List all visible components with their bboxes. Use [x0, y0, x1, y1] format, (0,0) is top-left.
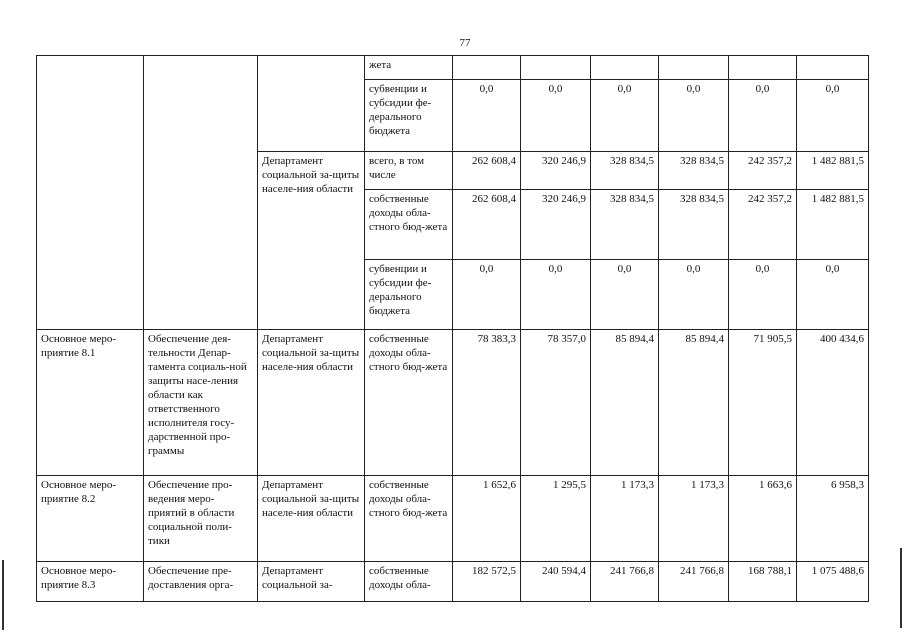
- cell-col1: Основное меро-приятие 8.2: [37, 476, 144, 562]
- value-cell: 1 075 488,6: [797, 562, 869, 602]
- value-cell: 240 594,4: [521, 562, 591, 602]
- value-cell: 328 834,5: [591, 190, 659, 260]
- value-cell: 0,0: [659, 80, 729, 152]
- value-cell: 0,0: [797, 260, 869, 330]
- value-cell: 78 357,0: [521, 330, 591, 476]
- value-cell: 400 434,6: [797, 330, 869, 476]
- cell-col4: всего, в том числе: [365, 152, 453, 190]
- cell-col1: Основное меро-приятие 8.3: [37, 562, 144, 602]
- value-cell: 320 246,9: [521, 190, 591, 260]
- value-cell: 168 788,1: [729, 562, 797, 602]
- cell-col1: [37, 56, 144, 330]
- value-cell: 182 572,5: [453, 562, 521, 602]
- value-cell: 1 295,5: [521, 476, 591, 562]
- value-cell: 242 357,2: [729, 152, 797, 190]
- value-cell: 320 246,9: [521, 152, 591, 190]
- value-cell: 0,0: [797, 80, 869, 152]
- value-cell: 0,0: [521, 80, 591, 152]
- value-cell: 328 834,5: [659, 152, 729, 190]
- value-cell: 0,0: [659, 260, 729, 330]
- value-cell: [521, 56, 591, 80]
- value-cell: 0,0: [453, 80, 521, 152]
- cell-col2: [144, 56, 258, 330]
- budget-table: [36, 55, 869, 602]
- value-cell: 241 766,8: [591, 562, 659, 602]
- page-number: 77: [459, 37, 471, 49]
- cell-col4: субвенции и субсидии фе-дерального бюджета: [365, 260, 453, 330]
- value-cell: 262 608,4: [453, 190, 521, 260]
- table-row: [37, 330, 869, 476]
- value-cell: 0,0: [729, 80, 797, 152]
- cell-col3: Департамент социальной за-щиты населе-ния области: [258, 152, 365, 330]
- value-cell: 0,0: [591, 80, 659, 152]
- value-cell: 0,0: [591, 260, 659, 330]
- cell-col2: Обеспечение про-ведения меро-приятий в области социальной поли-тики: [144, 476, 258, 562]
- scan-artifact-right: [900, 548, 902, 628]
- cell-col3: Департамент социальной за-щиты населе-ния области: [258, 330, 365, 476]
- value-cell: 1 652,6: [453, 476, 521, 562]
- value-cell: [453, 56, 521, 80]
- value-cell: 0,0: [453, 260, 521, 330]
- value-cell: [659, 56, 729, 80]
- value-cell: 1 482 881,5: [797, 152, 869, 190]
- value-cell: 262 608,4: [453, 152, 521, 190]
- scan-artifact-left: [2, 560, 4, 630]
- table-row: [37, 562, 869, 602]
- value-cell: 1 663,6: [729, 476, 797, 562]
- cell-col4: собственные доходы обла-: [365, 562, 453, 602]
- cell-col2: Обеспечение пре-доставления орга-: [144, 562, 258, 602]
- value-cell: 6 958,3: [797, 476, 869, 562]
- cell-col3: Департамент социальной за-: [258, 562, 365, 602]
- cell-col4: жета: [365, 56, 453, 80]
- value-cell: 78 383,3: [453, 330, 521, 476]
- value-cell: 1 482 881,5: [797, 190, 869, 260]
- value-cell: 71 905,5: [729, 330, 797, 476]
- value-cell: 241 766,8: [659, 562, 729, 602]
- cell-col4: собственные доходы обла-стного бюд-жета: [365, 476, 453, 562]
- value-cell: 85 894,4: [591, 330, 659, 476]
- value-cell: 0,0: [729, 260, 797, 330]
- value-cell: 328 834,5: [591, 152, 659, 190]
- table-row: [37, 56, 869, 80]
- cell-col2: Обеспечение дея-тельности Депар-тамента социаль-ной защиты насе-ления области как ответственного исполнителя госу-дарственной про-граммы: [144, 330, 258, 476]
- cell-col3: Департамент социальной за-щиты населе-ния области: [258, 476, 365, 562]
- value-cell: 242 357,2: [729, 190, 797, 260]
- value-cell: 1 173,3: [591, 476, 659, 562]
- value-cell: 328 834,5: [659, 190, 729, 260]
- cell-col4: собственные доходы обла-стного бюд-жета: [365, 190, 453, 260]
- cell-col4: субвенции и субсидии фе-дерального бюджета: [365, 80, 453, 152]
- value-cell: 1 173,3: [659, 476, 729, 562]
- value-cell: [797, 56, 869, 80]
- value-cell: [591, 56, 659, 80]
- cell-col3: [258, 56, 365, 152]
- value-cell: [729, 56, 797, 80]
- value-cell: 0,0: [521, 260, 591, 330]
- cell-col1: Основное меро-приятие 8.1: [37, 330, 144, 476]
- value-cell: 85 894,4: [659, 330, 729, 476]
- table-row: [37, 476, 869, 562]
- cell-col4: собственные доходы обла-стного бюд-жета: [365, 330, 453, 476]
